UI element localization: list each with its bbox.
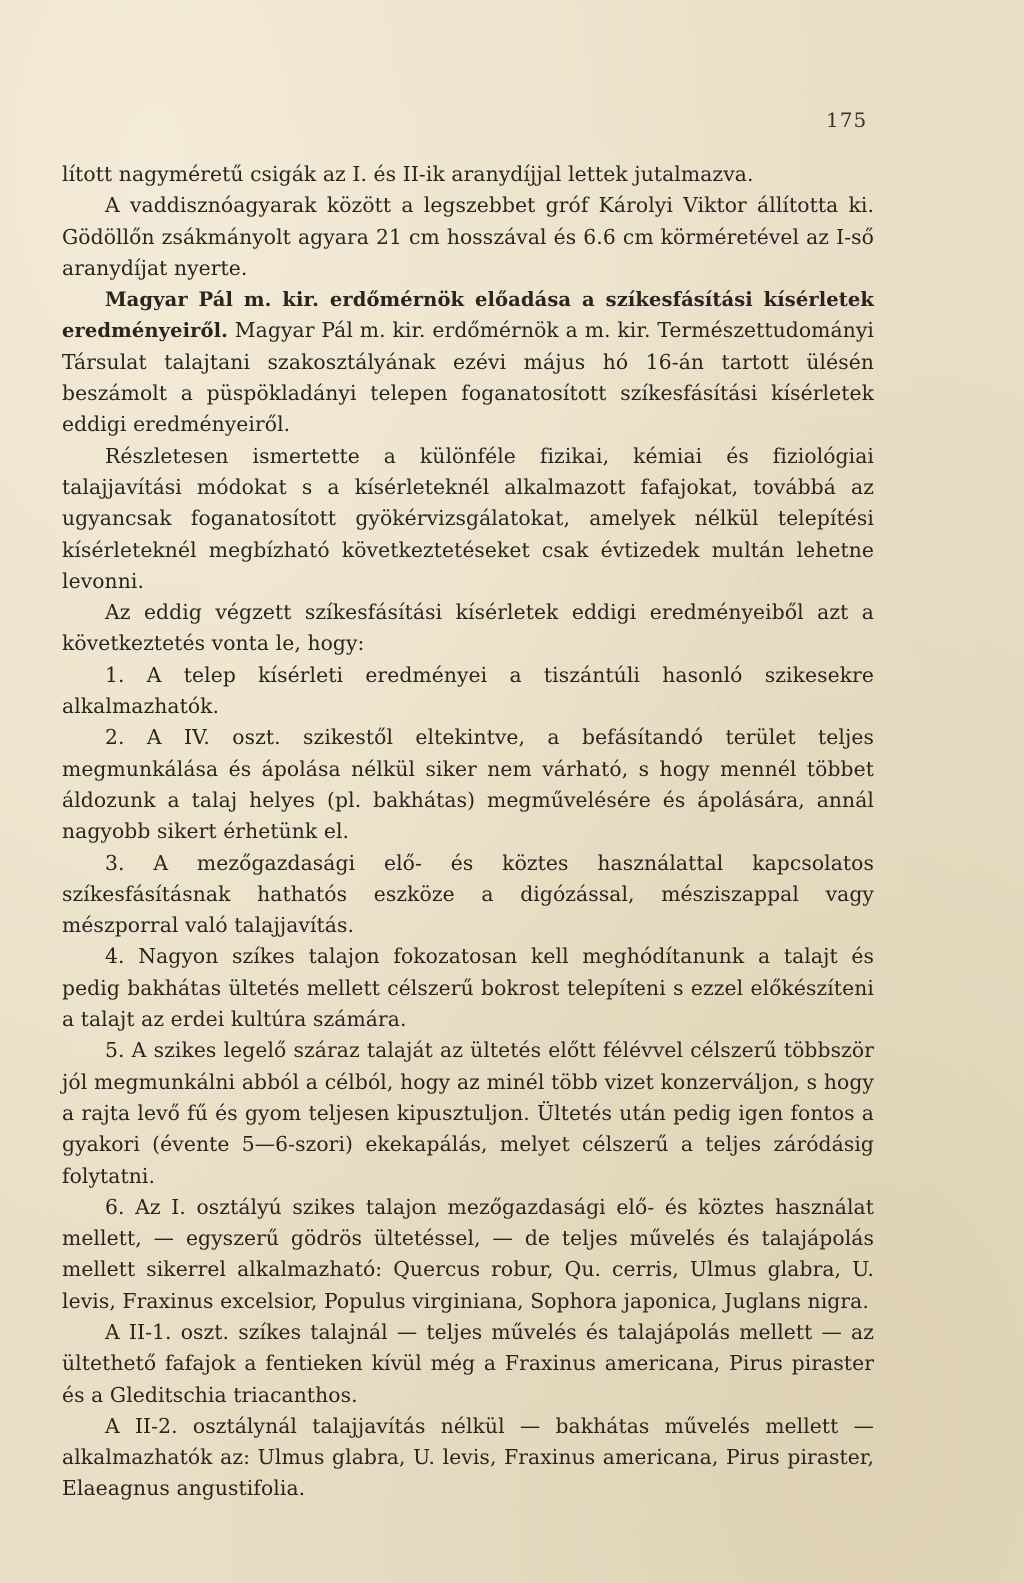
numbered-item: 3. A mezőgazdasági elő- és köztes használattal kapcsolatos szíkesfásításnak hathatós eszköze a digózással, mésziszappal vagy mészporral való talajjavítás. [62,850,874,938]
section-heading: Magyar Pál m. kir. erdőmérnök előadása a szíkesfásítási kísérletek eredményeiről. [62,288,874,343]
paragraph: A vaddisznóagyarak között a legszebbet gróf Károlyi Viktor állította ki. Gödöllőn zsákmányolt agyara 21 cm hosszával és 6.6 cm körméretével az I-ső aranydíjat nyerte. [62,193,874,280]
paragraph: A II-1. oszt. szíkes talajnál — teljes művelés és talajápolás mellett — az ültethető fafajok a fentieken kívül még a Fraxinus americana, Pirus piraster és a Gleditschia triacanthos. [62,1319,874,1407]
paragraph: lított nagyméretű csigák az I. és II-ik aranydíjjal lettek jutalmazva. [62,162,754,186]
body-text [62,159,874,1505]
page-number: 175 [826,108,868,132]
paragraph-with-heading [62,284,874,440]
numbered-item: 1. A telep kísérleti eredményei a tiszántúli hasonló szikesekre alkalmazhatók. [62,662,874,719]
numbered-item: 4. Nagyon szíkes talajon fokozatosan kell meghódítanunk a talajt és pedig bakhátas ültetés mellett célszerű bokrost telepíteni s ezzel előkészíteni a talajt az erdei kultúra számára. [62,944,874,1032]
numbered-item: 2. A IV. oszt. szikestől eltekintve, a befásítandó terület teljes megmunkálása és ápolása nélkül siker nem várható, s hogy mennél többet áldozunk a talaj helyes (pl. bakhátas) megművelésére és ápolására, annál nagyobb sikert érhetünk el. [62,725,874,844]
numbered-item: 6. Az I. osztályú szikes talajon mezőgazdasági elő- és köztes használat mellett, — egyszerű gödrös ültetéssel, — de teljes művelés és talajápolás mellett sikerrel alkalmazható: Quercus robur, Qu. cerris, Ulmus glabra, U. levis, Fraxinus excelsior, Populus virginiana, Sophora japonica, Juglans nigra. [62,1194,874,1313]
paragraph-text: Magyar Pál m. kir. erdőmérnök a m. kir. Természettudományi Társulat talajtani szakosztályának ezévi május hó 16-án tartott ülésén beszámolt a püspökladányi telepen foganatosított szíkesfásítási kísérletek eddigi eredményeiről. [62,318,874,437]
paragraph: A II-2. osztálynál talajjavítás nélkül — bakhátas művelés mellett — alkalmazhatók az: Ulmus glabra, U. levis, Fraxinus americana, Pirus piraster, Elaeagnus angustifolia. [62,1413,874,1501]
paragraph: Az eddig végzett szíkesfásítási kísérletek eddigi eredményeiből azt a következtetés vonta le, hogy: [62,600,874,656]
paragraph: Részletesen ismertette a különféle fizikai, kémiai és fiziológiai talajjavítási módokat s a kísérleteknél alkalmazott fafajokat, továbbá az ugyancsak foganatosított gyökérvizsgálatokat, amelyek nélkül telepítési kísérleteknél megbízható következtetéseket csak évtizedek multán lehetne levonni. [62,443,874,593]
numbered-item: 5. A szikes legelő száraz talaját az ültetés előtt félévvel célszerű többször jól megmunkálni abból a célból, hogy az minél több vizet konzerváljon, s hogy a rajta levő fű és gyom teljesen kipusztuljon. Ültetés után pedig igen fontos a gyakori (évente 5—6-szori) ekekapálás, melyet célszerű a teljes záródásig folytatni. [62,1038,874,1188]
